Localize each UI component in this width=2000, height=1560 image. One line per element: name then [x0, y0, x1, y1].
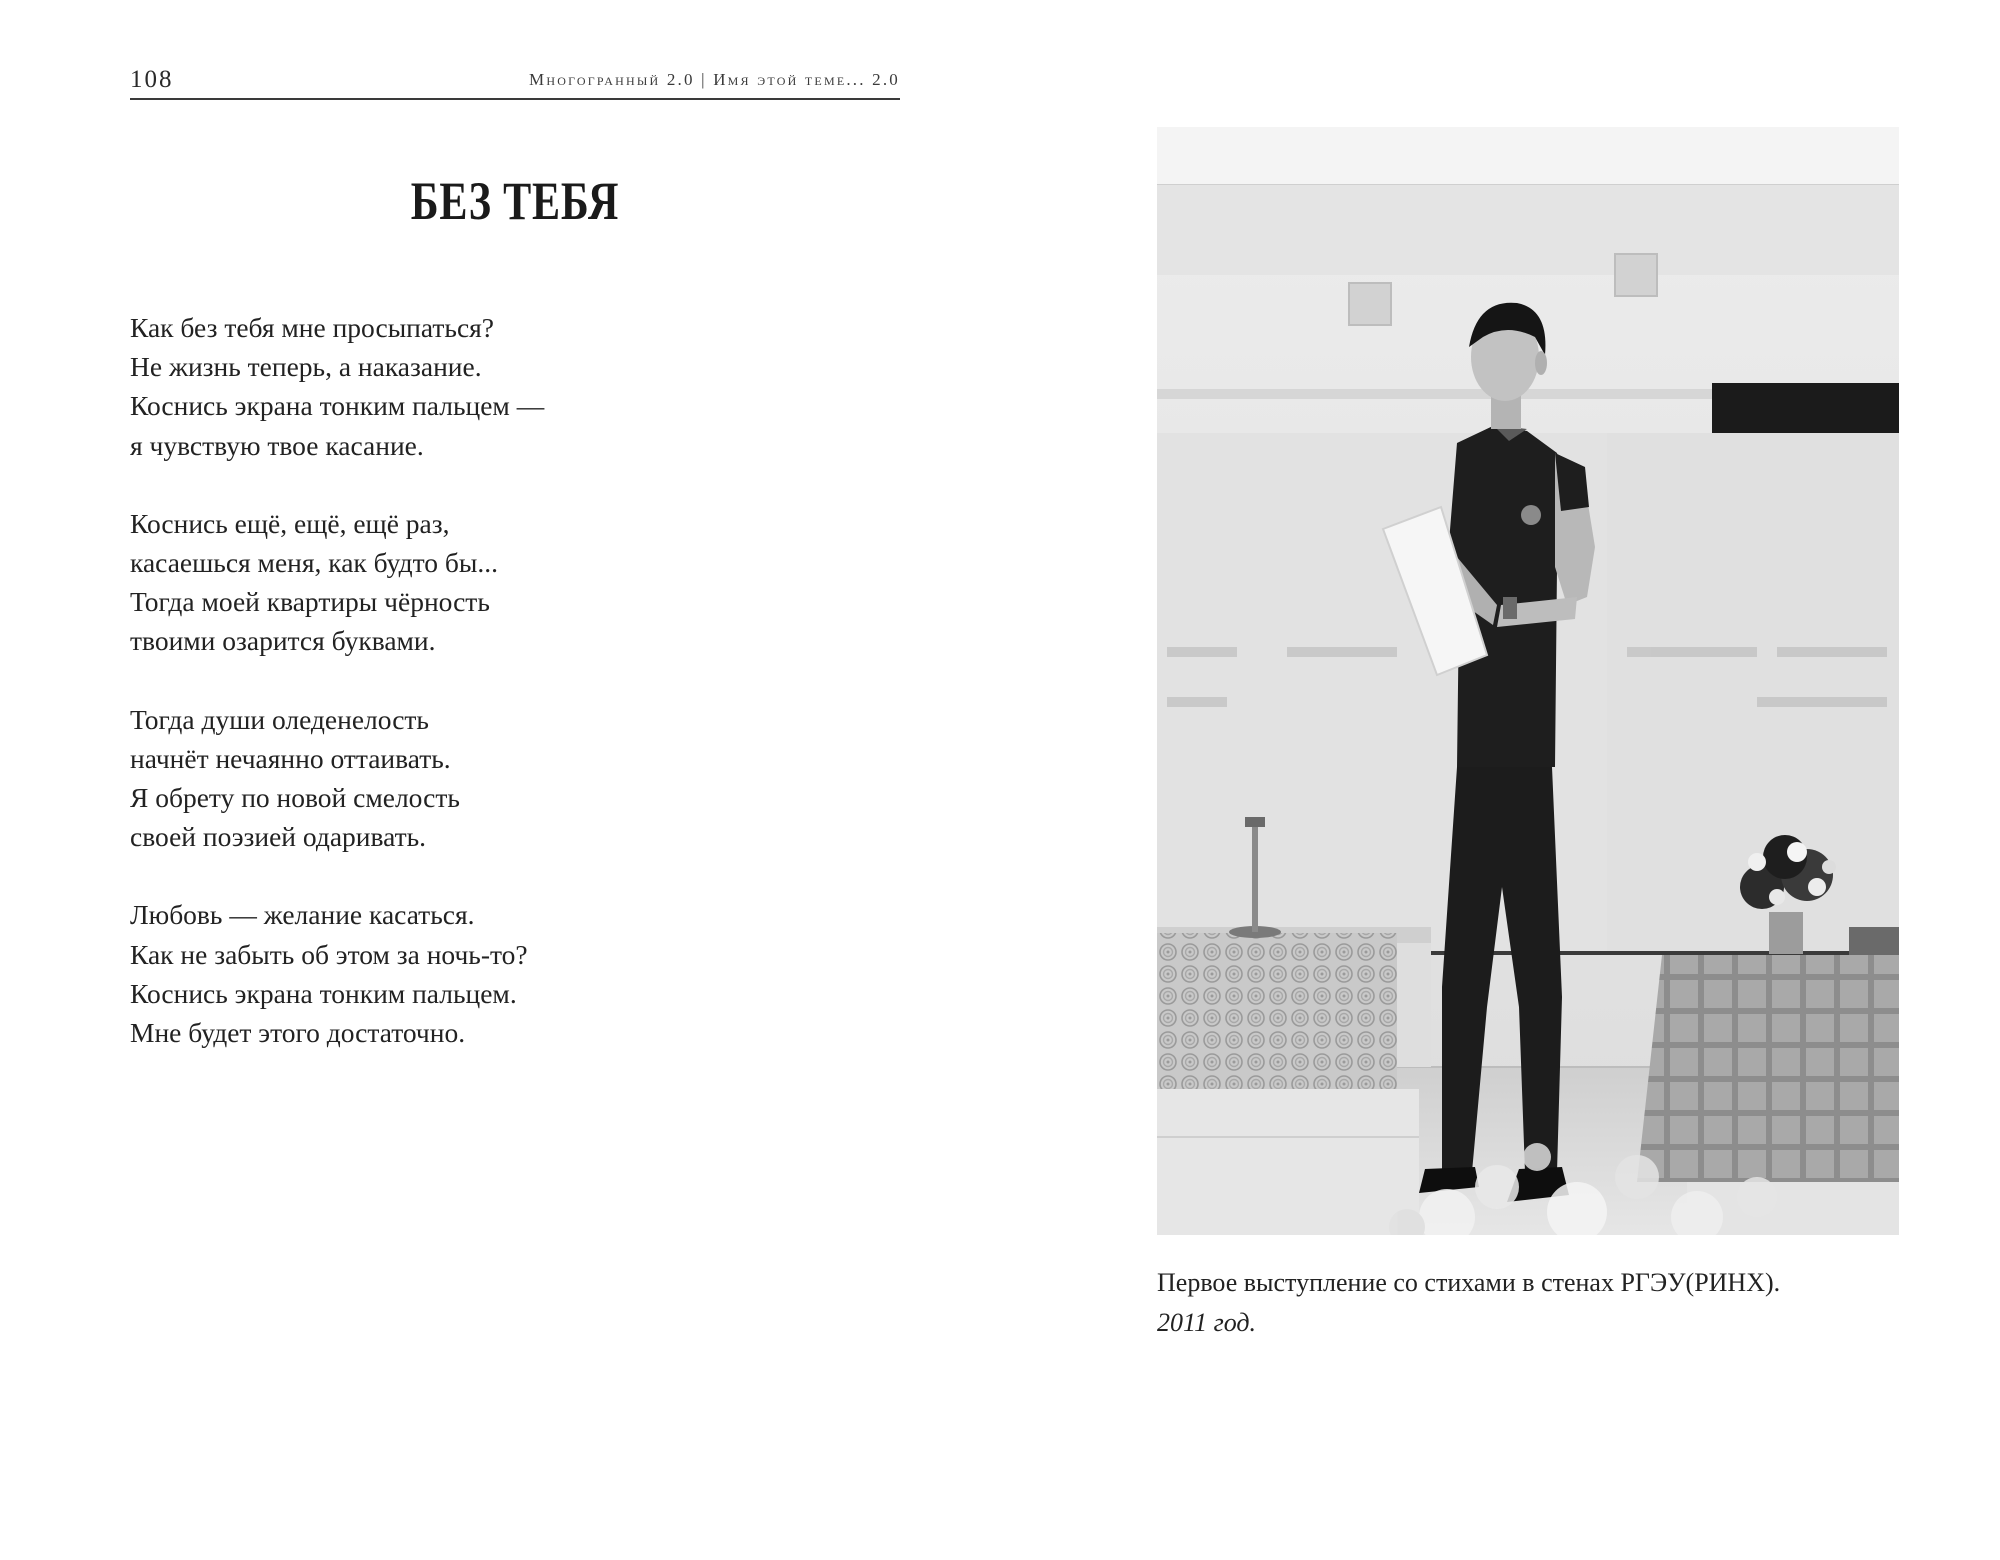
poem-line: Тогда души оледенелость: [130, 703, 429, 735]
poem-line: касаешься меня, как будто бы...: [130, 547, 498, 579]
poem-line: Любовь — желание касаться.: [130, 899, 475, 931]
poem-body: [130, 308, 830, 1091]
poem-line: Как без тебя мне просыпаться?: [130, 312, 494, 343]
poem-line: Тогда моей квартиры чёрность: [130, 586, 490, 618]
poem-line: Коснись ещё, ещё, ещё раз,: [130, 507, 450, 539]
poem-line: Коснись экрана тонким пальцем —: [130, 390, 545, 422]
stanza-3: [130, 700, 830, 857]
photo-man-speaking-icon: [1157, 127, 1899, 1235]
poem-line: Не жизнь теперь, а наказание.: [130, 351, 482, 383]
poem-line: начнёт нечаянно оттаивать.: [130, 742, 451, 774]
header-rule: [130, 98, 900, 100]
poem-line: Как не забыть об этом за ночь-то?: [130, 938, 528, 970]
running-head: Многогранный 2.0 | Имя этой теме... 2.0: [529, 70, 900, 89]
stanza-1: [130, 308, 830, 465]
poem-line: твоими озарится буквами.: [130, 625, 436, 657]
poem-line: своей поэзией одаривать.: [130, 821, 427, 853]
poem-line: Коснись экрана тонким пальцем.: [130, 977, 517, 1009]
caption-year: 2011 год.: [1157, 1308, 1257, 1337]
poem-line: Мне будет этого достаточно.: [130, 1017, 466, 1049]
caption-text: Первое выступление со стихами в стенах РГЭУ(РИНХ).: [1157, 1268, 1781, 1297]
poem-line: Я обрету по новой смелость: [130, 782, 460, 814]
poem-line: я чувствую твое касание.: [130, 429, 424, 461]
stanza-2: [130, 504, 830, 661]
poem-title: БЕЗ ТЕБЯ: [410, 171, 620, 231]
stanza-4: [130, 895, 830, 1052]
page-number: 108: [130, 66, 174, 93]
photo-caption: [1157, 1263, 1937, 1343]
